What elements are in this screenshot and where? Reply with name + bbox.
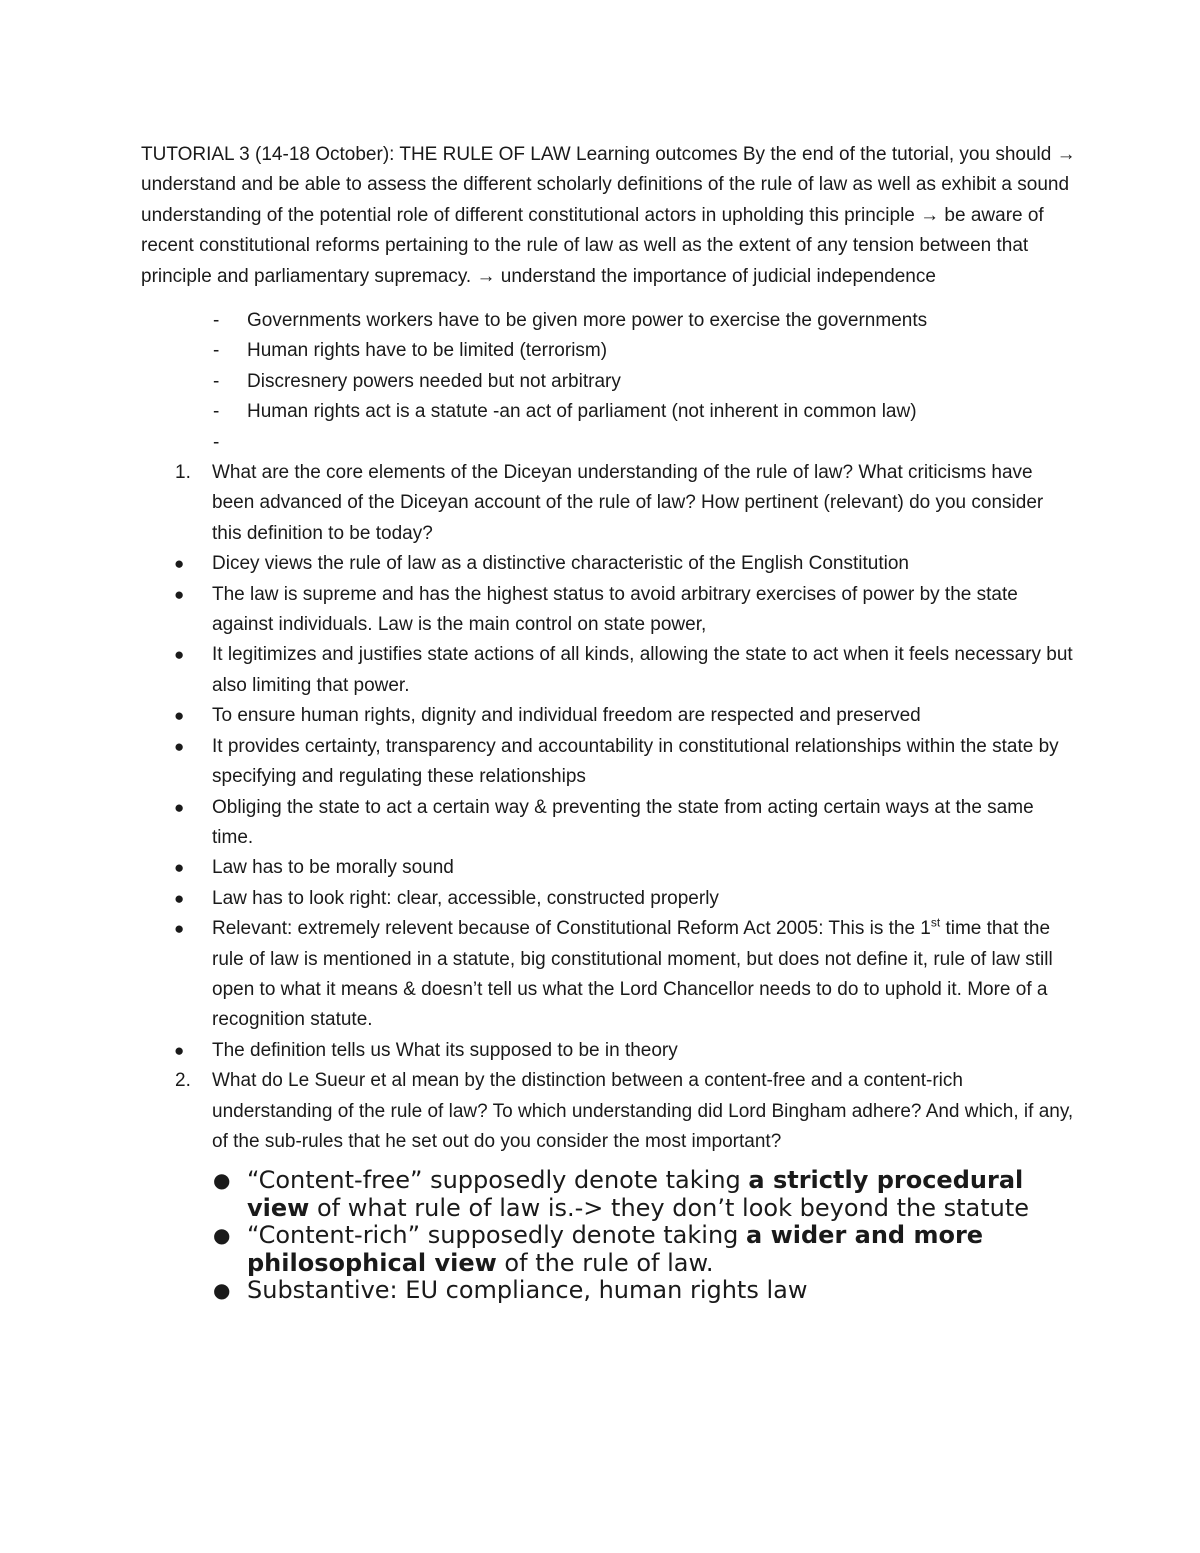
bullet-text: To ensure human rights, dignity and individual freedom are respected and preserved bbox=[212, 705, 921, 727]
dash-marker: - bbox=[213, 431, 220, 453]
document-page bbox=[141, 140, 1076, 1305]
bullet-text-before: Relevant: extremely relevent because of Constitutional Reform Act 2005: This is the 1 bbox=[212, 918, 931, 940]
question-2-bullets bbox=[141, 1167, 1076, 1305]
dash-list bbox=[141, 306, 1076, 458]
bullet-text: The definition tells us What its supposed to be in theory bbox=[212, 1039, 678, 1061]
bullet-marker: ● bbox=[213, 1223, 231, 1248]
dash-marker: - bbox=[213, 370, 220, 392]
bullet-item bbox=[141, 640, 1076, 701]
bullet-marker: ● bbox=[174, 554, 185, 574]
bullet-item bbox=[141, 1036, 1076, 1066]
dash-item bbox=[141, 397, 1076, 427]
dash-marker: - bbox=[213, 310, 220, 332]
bullet-item bbox=[141, 1277, 1076, 1305]
dash-item bbox=[141, 367, 1076, 397]
bullet-marker: ● bbox=[213, 1168, 231, 1193]
question-1-bullets bbox=[141, 549, 1076, 1066]
bullet-text: Dicey views the rule of law as a distinctive characteristic of the English Constitution bbox=[212, 553, 909, 575]
intro-paragraph: TUTORIAL 3 (14-18 October): THE RULE OF LAW Learning outcomes By the end of the tutorial, you should → understand and be able to assess the different scholarly definitions of the rule of law as well as exhibit a sound understanding of the potential role of different constitutional actors in upholding this principle → be aware of recent constitutional reforms pertaining to the rule of law as well as the extent of any tension between that principle and parliamentary supremacy. → understand the importance of judicial independence bbox=[141, 144, 1076, 287]
bullet-text-after: time that the rule of law is mentioned in a statute, big constitutional moment, but does not define it, rule of law still open to what it means & doesn’t tell us what the Lord Chancellor needs to do to uphold it. More of a recognition statute. bbox=[212, 918, 1053, 1031]
bullet-text: Law has to look right: clear, accessible, constructed properly bbox=[212, 887, 719, 909]
question-number: 1. bbox=[175, 462, 191, 484]
bullet-marker: ● bbox=[174, 888, 185, 908]
bullet-text-after: of what rule of law is.-> they don’t look beyond the statute bbox=[309, 1193, 1030, 1222]
dash-item-text: Governments workers have to be given more power to exercise the governments bbox=[247, 310, 928, 332]
bullet-marker: ● bbox=[174, 858, 185, 878]
bullet-item bbox=[141, 853, 1076, 883]
bullet-item bbox=[141, 549, 1076, 579]
ordinal-superscript: st bbox=[930, 915, 941, 930]
bullet-marker: ● bbox=[174, 797, 185, 817]
bullet-marker: ● bbox=[174, 1040, 185, 1060]
question-item bbox=[141, 1066, 1076, 1157]
bullet-text-before: “Content-free” supposedly denote taking bbox=[247, 1166, 749, 1195]
bullet-text: It provides certainty, transparency and accountability in constitutional relationships within the state by specifying and regulating these relationships bbox=[212, 735, 1059, 788]
bullet-item bbox=[141, 793, 1076, 854]
bullet-text: Substantive: EU compliance, human rights law bbox=[247, 1276, 808, 1305]
dash-item-text: Human rights have to be limited (terrorism) bbox=[247, 340, 608, 362]
question-item bbox=[141, 458, 1076, 549]
dash-item bbox=[141, 306, 1076, 336]
dash-item bbox=[141, 428, 1076, 458]
bullet-marker: ● bbox=[213, 1278, 231, 1303]
dash-marker: - bbox=[213, 401, 220, 423]
dash-marker: - bbox=[213, 340, 220, 362]
question-text: What do Le Sueur et al mean by the distinction between a content-free and a content-rich understanding of the rule of law? To which understanding did Lord Bingham adhere? And which, if any, of the sub-rules that he set out do you consider the most important? bbox=[212, 1070, 1074, 1152]
bullet-marker: ● bbox=[174, 584, 185, 604]
bullet-marker: ● bbox=[174, 645, 185, 665]
bullet-text: The law is supreme and has the highest status to avoid arbitrary exercises of power by the state against individuals. Law is the main control on state power, bbox=[212, 583, 1018, 636]
bullet-item bbox=[141, 1167, 1076, 1222]
bullet-item bbox=[141, 1222, 1076, 1277]
bullet-item bbox=[141, 580, 1076, 641]
bullet-marker: ● bbox=[174, 736, 185, 756]
question-2 bbox=[141, 1066, 1076, 1157]
question-1 bbox=[141, 458, 1076, 549]
dash-item bbox=[141, 336, 1076, 366]
bullet-marker: ● bbox=[174, 919, 185, 939]
question-text: What are the core elements of the Diceyan understanding of the rule of law? What criticisms have been advanced of the Diceyan account of the rule of law? How pertinent (relevant) do you consider this definition to be today? bbox=[212, 462, 1044, 544]
bullet-item bbox=[141, 732, 1076, 793]
bullet-text-before: “Content-rich” supposedly denote taking bbox=[247, 1221, 747, 1250]
bullet-text: It legitimizes and justifies state actions of all kinds, allowing the state to act when it feels necessary but also limiting that power. bbox=[212, 644, 1073, 696]
question-number: 2. bbox=[175, 1070, 191, 1092]
bullet-item-relevant bbox=[141, 914, 1076, 1036]
bullet-text: Law has to be morally sound bbox=[212, 857, 454, 879]
bullet-item bbox=[141, 884, 1076, 914]
dash-item-text: Discresnery powers needed but not arbitrary bbox=[247, 370, 621, 392]
bullet-text-bold: a wider and more philosophical view bbox=[247, 1221, 984, 1277]
bullet-marker: ● bbox=[174, 706, 185, 726]
bullet-text: Obliging the state to act a certain way & preventing the state from acting certain ways at the same time. bbox=[212, 796, 1034, 848]
bullet-text-after: of the rule of law. bbox=[496, 1248, 714, 1277]
bullet-text-bold: a strictly procedural view bbox=[247, 1166, 1024, 1222]
dash-item-text: Human rights act is a statute -an act of parliament (not inherent in common law) bbox=[247, 401, 917, 423]
bullet-item bbox=[141, 701, 1076, 731]
